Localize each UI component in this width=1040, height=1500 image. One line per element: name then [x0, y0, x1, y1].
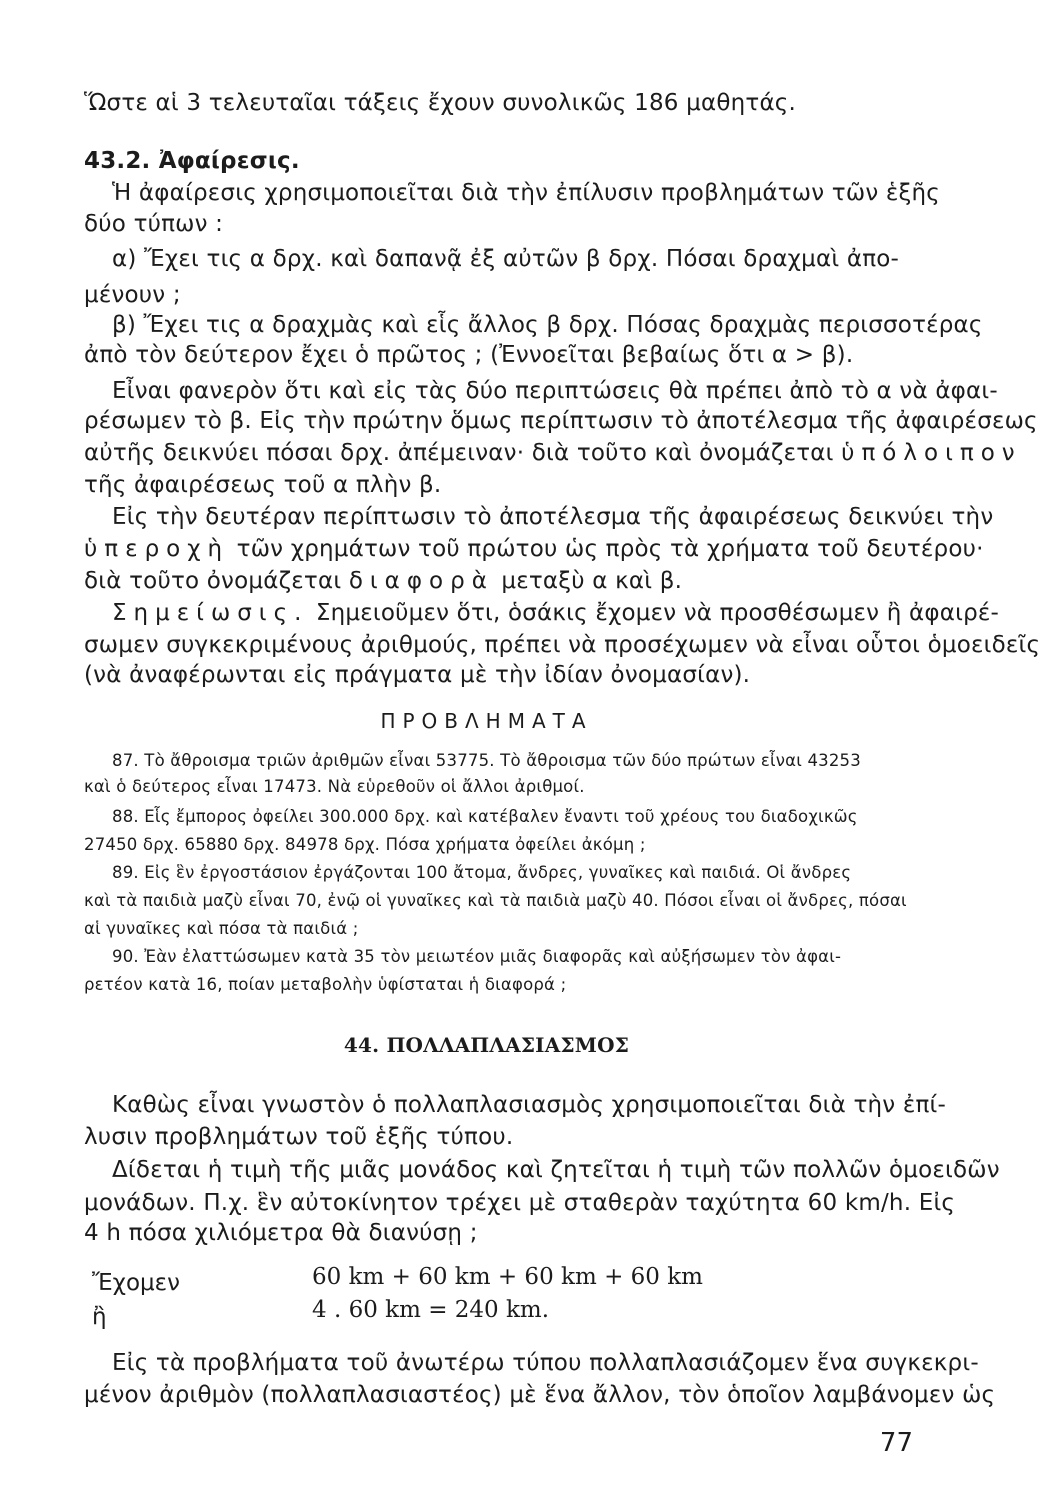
text-fragment: μεταξὺ α καὶ β.: [501, 568, 683, 594]
eq1: 60 km + 60 km + 60 km + 60 km: [312, 1264, 703, 1290]
text-line: τῆς ἀφαιρέσεως τοῦ α πλὴν β.: [84, 472, 442, 498]
text-line: (νὰ ἀναφέρωνται εἰς πράγματα μὲ τὴν ἰδίαν ὀνομασίαν).: [84, 662, 751, 688]
term-simeiosis: Σημείωσις.: [112, 600, 309, 626]
text-line: Εἰς τὴν δευτέραν περίπτωσιν τὸ ἀποτέλεσμα τῆς ἀφαιρέσεως δεικνύει τὴν: [112, 504, 994, 530]
text-line: λυσιν προβλημάτων τοῦ ἑξῆς τύπου.: [84, 1124, 514, 1150]
problem-line: καὶ ὁ δεύτερος εἶναι 17473. Νὰ εὑρεθοῦν οἱ ἄλλοι ἀριθμοί.: [84, 777, 585, 796]
section-43-2-title: 43.2. Ἀφαίρεσις.: [84, 148, 300, 174]
eq2-label: ἢ: [92, 1304, 107, 1330]
page-number: 77: [879, 1428, 913, 1458]
term-yperochi: ὑπεροχὴ: [84, 536, 230, 562]
text-line: [84, 534, 984, 564]
text-line: δύο τύπων :: [84, 211, 224, 237]
problem-line: καὶ τὰ παιδιὰ μαζὺ εἶναι 70, ἐνῷ οἱ γυναῖκες καὶ τὰ παιδιὰ μαζὺ 40. Πόσοι εἶναι οἱ ἄνδρες, πόσαι: [84, 891, 907, 910]
eq2: 4 . 60 km = 240 km.: [312, 1297, 550, 1323]
term-diafora: διαφορὰ: [348, 568, 494, 594]
text-fragment: Σημειοῦμεν ὅτι, ὁσάκις ἔχομεν νὰ προσθέσωμεν ἢ ἀφαιρέ-: [315, 600, 1000, 626]
problem-line: 90. Ἐὰν ἐλαττώσωμεν κατὰ 35 τὸν μειωτέον μιᾶς διαφορᾶς καὶ αὐξήσωμεν τὸν ἀφαι-: [112, 947, 842, 966]
text-line: μένον ἀριθμὸν (πολλαπλασιαστέος) μὲ ἕνα ἄλλον, τὸν ὁποῖον λαμβάνομεν ὡς: [84, 1382, 996, 1408]
intro-line: Ὥστε αἱ 3 τελευταῖαι τάξεις ἔχουν συνολικῶς 186 μαθητάς.: [84, 90, 797, 116]
term-ypoloipon: ὑπόλοιπον: [841, 440, 1022, 466]
text-line: α) Ἔχει τις α δρχ. καὶ δαπανᾷ ἐξ αὐτῶν β δρχ. Πόσαι δραχμαὶ ἀπο-: [112, 246, 900, 272]
text-line: μένουν ;: [84, 282, 181, 308]
text-line: ἀπὸ τὸν δεύτερον ἔχει ὁ πρῶτος ; (Ἐννοεῖται βεβαίως ὅτι α > β).: [84, 342, 854, 368]
text-line: Ἡ ἀφαίρεσις χρησιμοποιεῖται διὰ τὴν ἐπίλυσιν προβλημάτων τῶν ἑξῆς: [112, 180, 941, 206]
text-line: Εἰς τὰ προβλήματα τοῦ ἀνωτέρω τύπου πολλαπλασιάζομεν ἕνα συγκεκρι-: [112, 1350, 979, 1376]
text-line: [84, 566, 912, 596]
text-line: [112, 598, 1000, 628]
text-line: ρέσωμεν τὸ β. Εἰς τὴν πρώτην ὅμως περίπτωσιν τὸ ἀποτέλεσμα τῆς ἀφαιρέσεως: [84, 408, 1038, 434]
eq1-label: Ἔχομεν: [92, 1270, 180, 1296]
problem-line: 87. Τὸ ἄθροισμα τριῶν ἀριθμῶν εἶναι 53775. Τὸ ἄθροισμα τῶν δύο πρώτων εἶναι 43253: [112, 751, 861, 770]
text-line: Εἶναι φανερὸν ὅτι καὶ εἰς τὰς δύο περιπτώσεις θὰ πρέπει ἀπὸ τὸ α νὰ ἀφαι-: [112, 378, 998, 404]
text-fragment: τῶν χρημάτων τοῦ πρώτου ὡς πρὸς τὰ χρήματα τοῦ δευτέρου·: [236, 536, 984, 562]
text-line: [84, 438, 1022, 468]
text-fragment: αὐτῆς δεικνύει πόσαι δρχ. ἀπέμειναν· διὰ τοῦτο καὶ ὀνομάζεται: [84, 440, 834, 466]
problems-title: ΠΡΟΒΛΗΜΑΤΑ: [380, 709, 593, 733]
text-line: Καθὼς εἶναι γνωστὸν ὁ πολλαπλασιασμὸς χρησιμοποιεῖται διὰ τὴν ἐπί-: [112, 1092, 947, 1118]
problem-line: 88. Εἷς ἔμπορος ὀφείλει 300.000 δρχ. καὶ κατέβαλεν ἔναντι τοῦ χρέους του διαδοχικῶς: [112, 807, 858, 826]
section-44-title: 44. ΠΟΛΛΑΠΛΑΣΙΑΣΜΟΣ: [343, 1033, 630, 1057]
text-line: σωμεν συγκεκριμένους ἀριθμούς, πρέπει νὰ προσέχωμεν νὰ εἶναι οὗτοι ὁμοειδεῖς: [84, 632, 1040, 658]
text-line: β) Ἔχει τις α δραχμὰς καὶ εἷς ἄλλος β δρχ. Πόσας δραχμὰς περισσοτέρας: [112, 312, 983, 338]
problem-line: αἱ γυναῖκες καὶ πόσα τὰ παιδιά ;: [84, 919, 359, 938]
problem-line: ρετέον κατὰ 16, ποίαν μεταβολὴν ὑφίσταται ἡ διαφορά ;: [84, 975, 567, 994]
text-line: 4 h πόσα χιλιόμετρα θὰ διανύσῃ ;: [84, 1220, 478, 1246]
text-line: Δίδεται ἡ τιμὴ τῆς μιᾶς μονάδος καὶ ζητεῖται ἡ τιμὴ τῶν πολλῶν ὁμοειδῶν: [112, 1157, 1000, 1183]
problem-line: 27450 δρχ. 65880 δρχ. 84978 δρχ. Πόσα χρήματα ὀφείλει ἀκόμη ;: [84, 835, 646, 854]
text-fragment: διὰ τοῦτο ὀνομάζεται: [84, 568, 342, 594]
text-line: μονάδων. Π.χ. ἓν αὐτοκίνητον τρέχει μὲ σταθερὰν ταχύτητα 60 km/h. Εἰς: [84, 1190, 956, 1216]
problem-line: 89. Εἰς ἓν ἐργοστάσιον ἐργάζονται 100 ἄτομα, ἄνδρες, γυναῖκες καὶ παιδιά. Οἱ ἄνδρες: [112, 863, 852, 882]
